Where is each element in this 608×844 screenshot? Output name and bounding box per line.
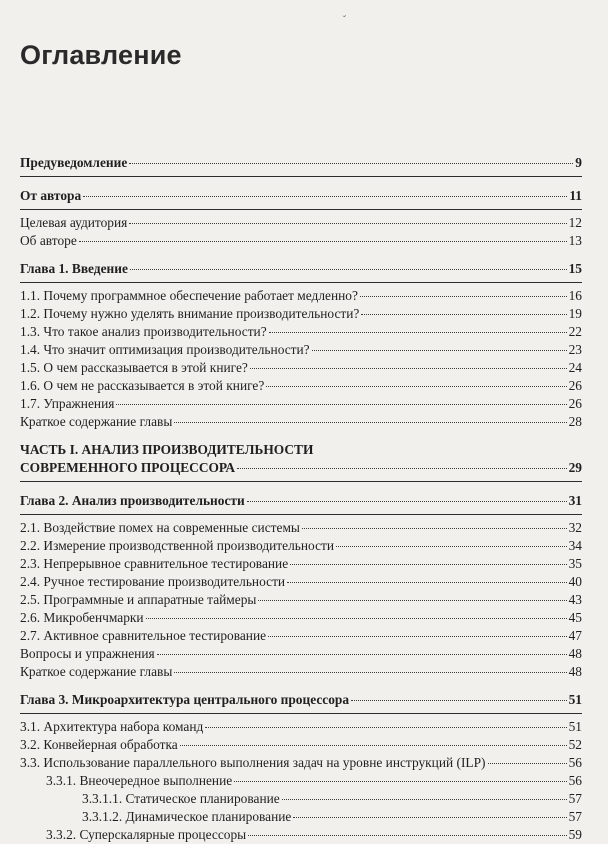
dot-leader bbox=[248, 835, 566, 836]
toc-entry[interactable] bbox=[20, 232, 582, 250]
toc-entry[interactable] bbox=[20, 754, 582, 772]
toc-entry-label: 1.2. Почему нужно уделять внимание производительности? bbox=[20, 306, 360, 321]
toc-entry-page: 11 bbox=[569, 188, 582, 203]
toc-entry[interactable] bbox=[20, 154, 582, 172]
toc-entry-page: 52 bbox=[568, 737, 582, 752]
toc-entry-page: 51 bbox=[568, 719, 582, 734]
page-speck: ˇ bbox=[342, 13, 350, 26]
toc-entry-page: 19 bbox=[568, 306, 582, 321]
dot-leader bbox=[312, 350, 567, 351]
toc-entry-label: 2.6. Микробенчмарки bbox=[20, 610, 144, 625]
toc-entry-page: 28 bbox=[568, 414, 582, 429]
dot-leader bbox=[268, 636, 567, 637]
toc-entry-page: 29 bbox=[568, 460, 582, 475]
toc-entry[interactable] bbox=[20, 519, 582, 537]
toc-entry-label: 2.2. Измерение производственной производительности bbox=[20, 538, 335, 553]
toc-entry-label: 3.3.1.2. Динамическое планирование bbox=[82, 809, 292, 824]
toc-entry-label: Предуведомление bbox=[20, 155, 128, 170]
toc-entry-page: 35 bbox=[568, 556, 582, 571]
dot-leader bbox=[205, 727, 566, 728]
toc-entry[interactable] bbox=[20, 214, 582, 232]
dot-leader bbox=[180, 745, 567, 746]
toc-entry-page: 26 bbox=[568, 378, 582, 393]
toc-entry-label: Краткое содержание главы bbox=[20, 414, 173, 429]
section-divider bbox=[20, 481, 582, 482]
toc-entry-page: 23 bbox=[568, 342, 582, 357]
toc-entry[interactable] bbox=[20, 359, 582, 377]
toc-entry-page: 9 bbox=[575, 155, 582, 170]
dot-leader bbox=[269, 332, 567, 333]
toc-entry-page: 15 bbox=[568, 261, 582, 276]
table-of-contents bbox=[20, 154, 582, 844]
dot-leader bbox=[247, 501, 567, 502]
dot-leader bbox=[129, 163, 573, 164]
toc-entry[interactable] bbox=[20, 645, 582, 663]
page-title: Оглавление bbox=[20, 40, 182, 70]
dot-leader bbox=[302, 528, 567, 529]
toc-entry[interactable] bbox=[20, 718, 582, 736]
dot-leader bbox=[157, 654, 567, 655]
toc-entry[interactable] bbox=[20, 305, 582, 323]
toc-entry[interactable] bbox=[20, 591, 582, 609]
toc-entry-label: 3.3.2. Суперскалярные процессоры bbox=[46, 827, 247, 842]
toc-entry-label: 3.1. Архитектура набора команд bbox=[20, 719, 204, 734]
toc-entry-label: 1.7. Упражнения bbox=[20, 396, 115, 411]
toc-entry-label: СОВРЕМЕННОГО ПРОЦЕССОРА bbox=[20, 460, 236, 475]
toc-entry-label: Целевая аудитория bbox=[20, 215, 128, 230]
toc-entry-page: 24 bbox=[568, 360, 582, 375]
toc-entry[interactable] bbox=[20, 555, 582, 573]
toc-entry-page: 13 bbox=[568, 233, 582, 248]
toc-entry-label: 2.7. Активное сравнительное тестирование bbox=[20, 628, 267, 643]
dot-leader bbox=[336, 546, 567, 547]
dot-leader bbox=[250, 368, 567, 369]
toc-entry-label: 3.3.1.1. Статическое планирование bbox=[82, 791, 280, 806]
dot-leader bbox=[79, 241, 567, 242]
toc-entry[interactable] bbox=[20, 826, 582, 844]
toc-entry[interactable] bbox=[20, 627, 582, 645]
toc-entry[interactable] bbox=[20, 808, 582, 826]
toc-entry-label: Об авторе bbox=[20, 233, 77, 248]
dot-leader bbox=[83, 196, 567, 197]
toc-entry-label: 2.4. Ручное тестирование производительности bbox=[20, 574, 286, 589]
toc-entry-label: 2.3. Непрерывное сравнительное тестирование bbox=[20, 556, 289, 571]
toc-entry-label: От автора bbox=[20, 188, 82, 203]
toc-entry[interactable] bbox=[20, 413, 582, 431]
dot-leader bbox=[360, 296, 567, 297]
toc-entry[interactable] bbox=[20, 663, 582, 681]
toc-entry-label: 2.1. Воздействие помех на современные системы bbox=[20, 520, 300, 535]
toc-entry[interactable] bbox=[20, 736, 582, 754]
part-title: ЧАСТЬ I. АНАЛИЗ ПРОИЗВОДИТЕЛЬНОСТИ bbox=[20, 442, 314, 457]
toc-entry[interactable] bbox=[20, 790, 582, 808]
toc-entry-page: 47 bbox=[568, 628, 582, 643]
dot-leader bbox=[293, 817, 566, 818]
toc-entry-label: 1.1. Почему программное обеспечение работает медленно? bbox=[20, 288, 358, 303]
dot-leader bbox=[234, 781, 566, 782]
dot-leader bbox=[351, 700, 567, 701]
section-divider bbox=[20, 713, 582, 714]
dot-leader bbox=[290, 564, 566, 565]
toc-entry-page: 40 bbox=[568, 574, 582, 589]
section-divider bbox=[20, 209, 582, 210]
toc-entry-label: 3.3.1. Внеочередное выполнение bbox=[46, 773, 233, 788]
dot-leader bbox=[282, 799, 567, 800]
toc-entry-page: 32 bbox=[568, 520, 582, 535]
toc-entry-page: 16 bbox=[568, 288, 582, 303]
toc-entry[interactable] bbox=[20, 609, 582, 627]
toc-entry-page: 43 bbox=[568, 592, 582, 607]
toc-entry-label: 2.5. Программные и аппаратные таймеры bbox=[20, 592, 257, 607]
toc-entry-label: Глава 2. Анализ производительности bbox=[20, 493, 245, 508]
dot-leader bbox=[266, 386, 566, 387]
toc-entry[interactable] bbox=[20, 537, 582, 555]
dot-leader bbox=[287, 582, 567, 583]
toc-entry[interactable] bbox=[20, 287, 582, 305]
toc-entry[interactable] bbox=[20, 260, 582, 278]
toc-entry-page: 22 bbox=[568, 324, 582, 339]
toc-entry-label: 3.3. Использование параллельного выполнения задач на уровне инструкций (ILP) bbox=[20, 755, 486, 770]
section-divider bbox=[20, 514, 582, 515]
toc-entry-label: Вопросы и упражнения bbox=[20, 646, 155, 661]
toc-entry-page: 31 bbox=[568, 493, 582, 508]
toc-entry[interactable] bbox=[20, 573, 582, 591]
toc-entry-page: 57 bbox=[568, 791, 582, 806]
toc-entry-page: 12 bbox=[568, 215, 582, 230]
toc-entry[interactable] bbox=[20, 459, 582, 477]
toc-entry[interactable] bbox=[20, 377, 582, 395]
section-divider bbox=[20, 282, 582, 283]
toc-entry[interactable] bbox=[20, 187, 582, 205]
dot-leader bbox=[488, 763, 567, 764]
section-divider bbox=[20, 176, 582, 177]
toc-entry[interactable] bbox=[20, 323, 582, 341]
toc-entry-label: Глава 1. Введение bbox=[20, 261, 128, 276]
toc-entry[interactable] bbox=[20, 395, 582, 413]
toc-entry[interactable] bbox=[20, 772, 582, 790]
dot-leader bbox=[130, 269, 567, 270]
toc-entry-page: 59 bbox=[568, 827, 582, 842]
dot-leader bbox=[237, 468, 567, 469]
toc-entry-page: 48 bbox=[568, 646, 582, 661]
toc-entry-page: 48 bbox=[568, 664, 582, 679]
toc-entry[interactable] bbox=[20, 492, 582, 510]
toc-entry-label: 1.4. Что значит оптимизация производительности? bbox=[20, 342, 310, 357]
dot-leader bbox=[146, 618, 567, 619]
toc-entry-page: 34 bbox=[568, 538, 582, 553]
dot-leader bbox=[258, 600, 566, 601]
toc-entry-label: 1.3. Что такое анализ производительности? bbox=[20, 324, 267, 339]
toc-entry[interactable] bbox=[20, 341, 582, 359]
toc-entry-page: 56 bbox=[568, 773, 582, 788]
toc-entry[interactable] bbox=[20, 691, 582, 709]
dot-leader bbox=[116, 404, 566, 405]
toc-entry-page: 57 bbox=[568, 809, 582, 824]
toc-entry-page: 45 bbox=[568, 610, 582, 625]
toc-entry-label: 3.2. Конвейерная обработка bbox=[20, 737, 178, 752]
toc-entry-page: 56 bbox=[568, 755, 582, 770]
dot-leader bbox=[174, 672, 566, 673]
dot-leader bbox=[174, 422, 566, 423]
toc-entry-label: Глава 3. Микроархитектура центрального процессора bbox=[20, 692, 350, 707]
dot-leader bbox=[361, 314, 566, 315]
toc-entry-page: 26 bbox=[568, 396, 582, 411]
toc-entry-label: 1.5. О чем рассказывается в этой книге? bbox=[20, 360, 248, 375]
toc-entry-label: 1.6. О чем не рассказывается в этой книге? bbox=[20, 378, 265, 393]
toc-entry-label: Краткое содержание главы bbox=[20, 664, 173, 679]
toc-entry-page: 51 bbox=[568, 692, 582, 707]
dot-leader bbox=[129, 223, 566, 224]
